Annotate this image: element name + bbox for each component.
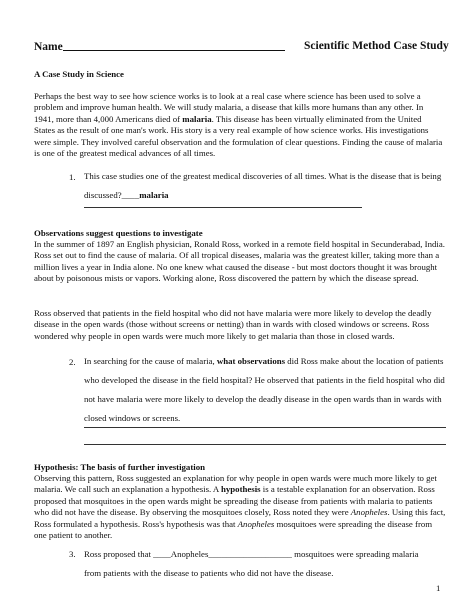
- observations-heading: Observations suggest questions to investigate: [34, 228, 203, 238]
- hypothesis-bold: hypothesis: [221, 484, 261, 495]
- question-2-prompt-b: did Ross make about the location of patients who developed the disease in the field hospital? He observed that patients in the field hospital who did not have malaria were more likely to develop the deadly disease in the open wards than in wards with closed windows or screens.: [84, 356, 445, 423]
- intro-bold-malaria: malaria: [182, 113, 212, 124]
- page-number: 1: [436, 583, 441, 593]
- question-1-blank: ____: [121, 190, 140, 200]
- question-1-text: [84, 167, 444, 205]
- question-2-text: [84, 352, 446, 428]
- intro-paragraph: [34, 91, 444, 159]
- question-2-prompt-a: In searching for the cause of malaria,: [84, 356, 217, 366]
- name-label-text: Name: [34, 41, 63, 53]
- hypothesis-heading: Hypothesis: The basis of further investigation: [34, 462, 205, 472]
- observations-paragraph-1: In the summer of 1897 an English physician, Ronald Ross, worked in a remote field hospital in Secunderabad, India. Ross set out to find the cause of malaria. Of all tropical diseases, malaria was the greatest killer, taking more than a million lives a year in India alone. No one knew what caused the disease - but most doctors thought it was brought about by poisonous mists or vapors. Working alone, Ross discovered the pattern by which the disease spread.: [34, 239, 445, 284]
- hypothesis-text-c: . Using this fact, Ross formulated a hypothesis. Ross's hypothesis was that: [34, 507, 446, 529]
- question-3-number: 3.: [69, 549, 76, 559]
- question-3-line-2: from patients with the disease to patients who did not have the disease.: [84, 568, 334, 578]
- question-3-line-1[interactable]: Ross proposed that ____Anopheles___________________ mosquitoes were spreading malaria: [84, 549, 419, 559]
- hypothesis-italic-2: Anopheles: [237, 518, 275, 529]
- intro-text-a: Perhaps the best way to see how science works is to look at a real case where science has been used to solve a problem and improve human health. We will study malaria, a disease that kills more humans than any other. In 1941, more than 4,000 Americans died of: [34, 91, 424, 124]
- name-field[interactable]: [63, 40, 285, 51]
- question-1-answer[interactable]: malaria: [139, 190, 169, 200]
- question-1-prompt: This case studies one of the greatest medical discoveries of all times. What is the disease that is being discussed?: [84, 171, 442, 200]
- name-label: [34, 40, 285, 53]
- hypothesis-text-b: is a testable explanation for an observation. Ross proposed that mosquitoes in the open wards might be spreading the disease from patients with malaria to patients who did not have the disease. By observing the mosquitoes closely, Ross noted they were: [34, 484, 435, 518]
- question-2-answer-line-2[interactable]: [84, 444, 446, 445]
- question-2-bold: what observations: [216, 356, 286, 366]
- document-title: Scientific Method Case Study: [304, 40, 449, 52]
- intro-text-b: . This disease has been virtually eliminated from the United States as the result of one man's work. His story is a very real example of how science works. His investigations were simple. They involved careful observation and the formulation of clear questions. Finding the cause of malaria is one of the greatest medical advances of all times.: [34, 113, 443, 159]
- question-1-number: 1.: [69, 172, 76, 182]
- hypothesis-text-d: mosquitoes were spreading the disease from one patient to another.: [34, 518, 433, 541]
- question-1-answer-line[interactable]: [84, 207, 362, 208]
- intro-heading: A Case Study in Science: [34, 69, 124, 79]
- question-2-number: 2.: [69, 357, 76, 367]
- observations-paragraph-2: Ross observed that patients in the field hospital who did not have malaria were more likely to develop the deadly disease in the open wards (those without screens or netting) than in wards with closed windows or screens. Ross wondered why people in open wards were much more likely to get malaria than those in closed wards.: [34, 308, 432, 341]
- hypothesis-text-a: Observing this pattern, Ross suggested an explanation for why people in open wards were much more likely to get malaria. We call such an explanation a hypothesis. A: [34, 473, 437, 495]
- question-2-answer-line-1[interactable]: [84, 427, 446, 428]
- hypothesis-italic-1: Anopheles: [350, 507, 388, 518]
- hypothesis-paragraph: [34, 473, 446, 541]
